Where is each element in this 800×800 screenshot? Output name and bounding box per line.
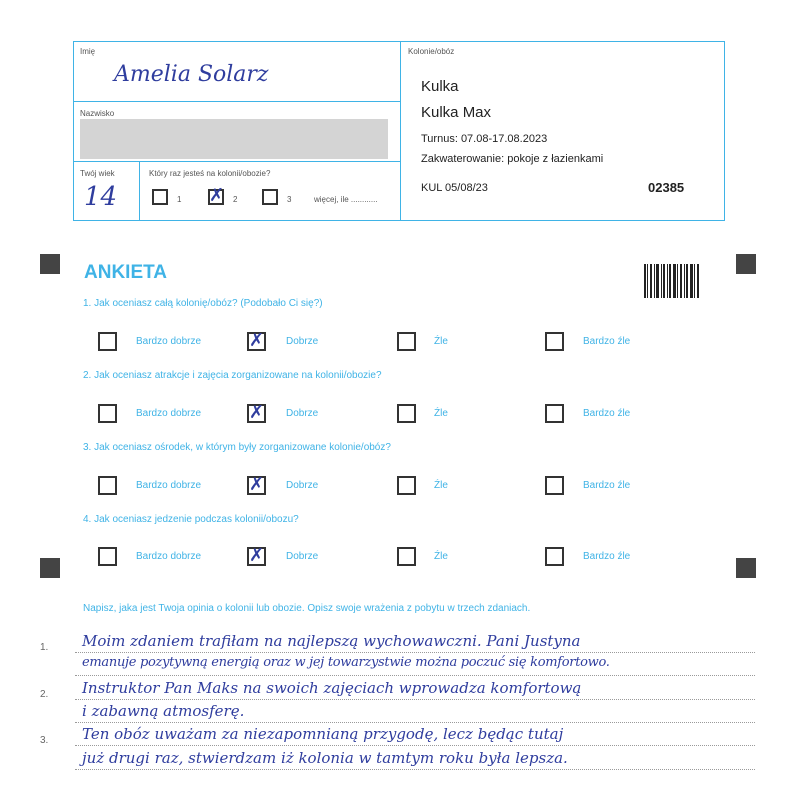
accommodation-text: Zakwaterowanie: pokoje z łazienkami <box>421 153 604 165</box>
q2-option-dobrze-checkbox[interactable] <box>247 404 266 423</box>
check-mark-icon: ✗ <box>209 185 225 206</box>
registration-marker <box>40 254 60 274</box>
option-label: Dobrze <box>286 336 319 347</box>
q4-option-bardzo-zle-checkbox[interactable] <box>545 547 564 566</box>
last-name-label: Nazwisko <box>80 109 115 118</box>
option-label: Dobrze <box>286 480 319 491</box>
answer-line-3: Instruktor Pan Maks na swoich zajęciach wprowadza komfortową <box>82 679 582 697</box>
which-time-cell <box>140 162 401 221</box>
option-label: Źle <box>434 408 448 419</box>
which-time-option-1: 1 <box>177 195 182 204</box>
age-value: 14 <box>84 182 118 212</box>
q1-option-dobrze-checkbox[interactable] <box>247 332 266 351</box>
opinion-prompt: Napisz, jaka jest Twoja opinia o kolonii lub obozie. Opisz swoje wrażenia z pobytu w trzech zdaniach. <box>83 603 531 614</box>
q3-option-bardzo-zle-checkbox[interactable] <box>545 476 564 495</box>
header-box <box>73 41 725 221</box>
writing-line <box>75 675 755 676</box>
option-label: Dobrze <box>286 551 319 562</box>
writing-line <box>75 745 755 746</box>
age-label: Twój wiek <box>80 169 115 178</box>
check-mark-icon: ✗ <box>249 474 265 495</box>
last-name-cell <box>74 102 401 162</box>
q1-option-bardzo-dobrze-checkbox[interactable] <box>98 332 117 351</box>
registration-marker <box>736 254 756 274</box>
line-number-1: 1. <box>40 642 49 653</box>
camp-name-2: Kulka Max <box>421 104 492 121</box>
answer-line-6: już drugi raz, stwierdzam iż kolonia w tamtym roku była lepsza. <box>82 749 568 767</box>
form-number: 02385 <box>648 180 685 195</box>
q4-option-dobrze-checkbox[interactable] <box>247 547 266 566</box>
q2-option-zle-checkbox[interactable] <box>397 404 416 423</box>
camp-name-1: Kulka <box>421 78 459 95</box>
camp-info-cell <box>401 42 724 220</box>
option-label: Źle <box>434 336 448 347</box>
q4-option-zle-checkbox[interactable] <box>397 547 416 566</box>
question-1: 1. Jak oceniasz całą kolonię/obóz? (Podobało Ci się?) <box>83 298 323 309</box>
which-time-checkbox-3[interactable] <box>262 189 278 205</box>
survey-title: ANKIETA <box>84 262 168 283</box>
line-number-3: 3. <box>40 735 49 746</box>
q3-option-zle-checkbox[interactable] <box>397 476 416 495</box>
option-label: Bardzo dobrze <box>136 551 202 562</box>
option-label: Bardzo źle <box>583 408 631 419</box>
registration-marker <box>736 558 756 578</box>
writing-line <box>75 652 755 653</box>
which-time-option-3: 3 <box>287 195 292 204</box>
which-time-label: Który raz jesteś na kolonii/obozie? <box>149 169 271 178</box>
line-number-2: 2. <box>40 689 49 700</box>
first-name-value: Amelia Solarz <box>114 62 269 87</box>
q2-option-bardzo-dobrze-checkbox[interactable] <box>98 404 117 423</box>
check-mark-icon: ✗ <box>249 402 265 423</box>
which-time-more-label: więcej, ile ............ <box>314 195 378 204</box>
which-time-option-2: 2 <box>233 195 238 204</box>
q1-option-bardzo-zle-checkbox[interactable] <box>545 332 564 351</box>
registration-marker <box>40 558 60 578</box>
option-label: Źle <box>434 551 448 562</box>
redacted-last-name <box>80 119 388 159</box>
turnus-text: Turnus: 07.08-17.08.2023 <box>421 133 548 145</box>
which-time-checkbox-1[interactable] <box>152 189 168 205</box>
q2-option-bardzo-zle-checkbox[interactable] <box>545 404 564 423</box>
first-name-cell <box>74 42 401 102</box>
answer-line-1: Moim zdaniem trafiłam na najlepszą wychowawczni. Pani Justyna <box>82 632 581 650</box>
q3-option-bardzo-dobrze-checkbox[interactable] <box>98 476 117 495</box>
answer-line-4: i zabawną atmosferę. <box>82 702 245 720</box>
q4-option-bardzo-dobrze-checkbox[interactable] <box>98 547 117 566</box>
option-label: Bardzo źle <box>583 336 631 347</box>
question-3: 3. Jak oceniasz ośrodek, w którym były zorganizowane kolonie/obóz? <box>83 442 391 453</box>
answer-line-2: emanuje pozytywną energią oraz w jej towarzystwie można poczuć się komfortowo. <box>82 655 610 670</box>
question-4: 4. Jak oceniasz jedzenie podczas kolonii/obozu? <box>83 514 299 525</box>
option-label: Bardzo dobrze <box>136 480 202 491</box>
camp-label: Kolonie/obóz <box>408 47 455 56</box>
which-time-checkbox-2[interactable] <box>208 185 225 206</box>
option-label: Bardzo dobrze <box>136 408 202 419</box>
q1-option-zle-checkbox[interactable] <box>397 332 416 351</box>
writing-line <box>75 769 755 770</box>
option-label: Dobrze <box>286 408 319 419</box>
option-label: Bardzo dobrze <box>136 336 202 347</box>
age-cell <box>74 162 140 221</box>
answer-line-5: Ten obóz uważam za niezapomnianą przygodę, lecz będąc tutaj <box>82 725 564 743</box>
barcode-icon <box>644 264 700 298</box>
writing-line <box>75 699 755 700</box>
writing-line <box>75 722 755 723</box>
first-name-label: Imię <box>80 47 96 56</box>
question-2: 2. Jak oceniasz atrakcje i zajęcia zorganizowane na kolonii/obozie? <box>83 370 382 381</box>
q3-option-dobrze-checkbox[interactable] <box>247 476 266 495</box>
option-label: Bardzo źle <box>583 480 631 491</box>
option-label: Bardzo źle <box>583 551 631 562</box>
option-label: Źle <box>434 480 448 491</box>
camp-code: KUL 05/08/23 <box>421 182 488 194</box>
check-mark-icon: ✗ <box>249 545 265 566</box>
check-mark-icon: ✗ <box>249 330 265 351</box>
